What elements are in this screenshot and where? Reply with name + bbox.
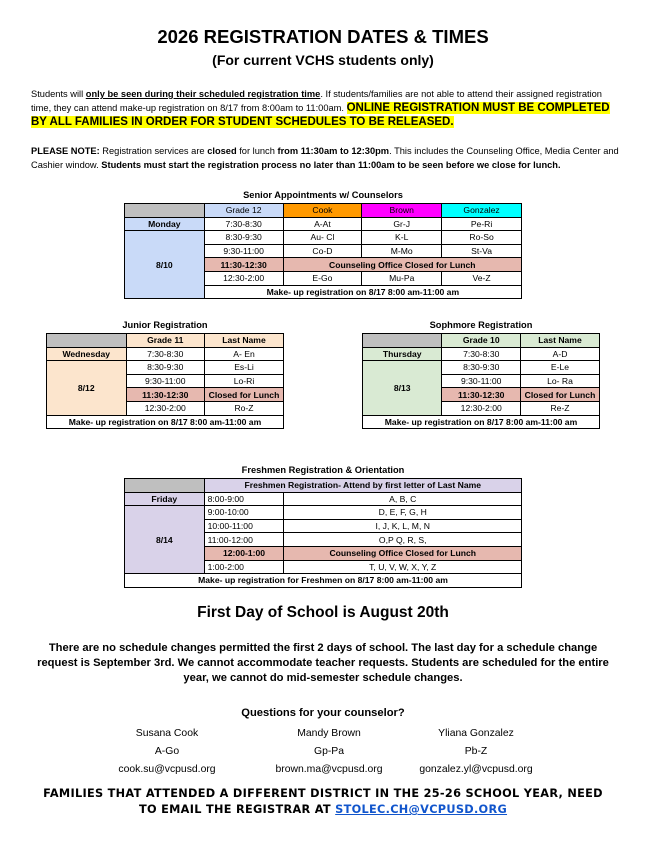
table-cell: A-D [521, 347, 600, 361]
table-cell: A, B, C [284, 492, 522, 506]
freshmen-caption: Freshmen Registration & Orientation [241, 465, 405, 475]
lunch-time-cell: 12:00-1:00 [204, 546, 284, 560]
lunch-closed-cell: Counseling Office Closed for Lunch [284, 546, 522, 560]
table-cell: Gr-J [362, 217, 442, 231]
table-cell: Ve-Z [442, 271, 522, 285]
table-cell: 7:30-8:30 [442, 347, 521, 361]
day-cell: Thursday [363, 347, 442, 361]
table-cell: E-Go [283, 271, 362, 285]
note-text: . This includes the Counseling Office, Media Center and Cashier window. [31, 146, 619, 170]
registrar-email-link[interactable]: STOLEC.CH@VCPUSD.ORG [335, 803, 508, 816]
registrar-notice [20, 786, 626, 818]
table-cell: 12:30-2:00 [442, 401, 521, 415]
lunch-closed-cell: Closed for Lunch [205, 388, 284, 402]
table-cell: Au- Cl [283, 231, 362, 245]
counselor-name: Mandy Brown [297, 728, 361, 739]
column-header: Grade 10 [442, 334, 521, 348]
freshmen-table [124, 478, 522, 588]
senior-table [124, 203, 522, 299]
table-cell: Co-D [283, 244, 362, 258]
counselor-email[interactable]: brown.ma@vcpusd.org [275, 764, 383, 775]
makeup-row: Make- up registration on 8/17 8:00 am-11:00 am [363, 415, 600, 429]
counselor-range: Gp-Pa [313, 746, 345, 757]
column-header-gonzalez: Gonzalez [442, 204, 522, 218]
column-header-brown: Brown [362, 204, 442, 218]
counselor-range: Pb-Z [464, 746, 488, 757]
table-cell: 9:00-10:00 [204, 506, 284, 520]
table-cell: St-Va [442, 244, 522, 258]
date-cell: 8/13 [363, 361, 442, 415]
lunch-closed-cell: Closed for Lunch [521, 388, 600, 402]
table-cell: Lo-Ri [205, 374, 284, 388]
table-cell: Ro-Z [205, 401, 284, 415]
table-cell: M-Mo [362, 244, 442, 258]
note-text: for lunch [236, 146, 278, 156]
first-day-heading: First Day of School is August 20th [197, 604, 449, 621]
intro-text: . If students/families are not able to attend their assigned registration time, they can attend make-up registration on 8/17 from 8:00am to 11:00am. [31, 89, 602, 113]
page-title: 2026 REGISTRATION DATES & TIMES [157, 26, 489, 47]
table-cell: T, U, V, W, X, Y, Z [284, 560, 522, 574]
table-cell: 11:00-12:00 [204, 533, 284, 547]
table-cell: Pe-Ri [442, 217, 522, 231]
table-cell: 8:30-9:30 [126, 361, 205, 375]
date-cell: 8/12 [47, 361, 127, 415]
lunch-time-cell: 11:30-12:30 [442, 388, 521, 402]
registrar-notice-line: FAMILIES THAT ATTENDED A DIFFERENT DISTRICT IN THE 25-26 SCHOOL YEAR, NEED [43, 787, 603, 800]
note-text: Registration services are [99, 146, 208, 156]
questions-heading: Questions for your counselor? [241, 707, 405, 719]
table-cell: Re-Z [521, 401, 600, 415]
sophomore-table [362, 333, 600, 429]
counselor-name: Yliana Gonzalez [438, 728, 514, 739]
table-cell: 1:00-2:00 [204, 560, 284, 574]
lunch-note-paragraph [31, 144, 621, 172]
lunch-closed-cell: Counseling Office Closed for Lunch [283, 258, 521, 272]
registrar-notice-line [20, 802, 626, 818]
table-cell: 8:00-9:00 [204, 492, 284, 506]
note-emphasis: closed [207, 146, 237, 156]
junior-caption: Junior Registration [122, 320, 208, 330]
note-emphasis: from 11:30am to 12:30pm [277, 146, 390, 156]
table-cell: 12:30-2:00 [204, 271, 283, 285]
counselor-range: A-Go [154, 746, 180, 757]
table-cell: 9:30-11:00 [442, 374, 521, 388]
table-corner [47, 334, 127, 348]
makeup-row: Make- up registration for Freshmen on 8/17 8:00 am-11:00 am [125, 574, 522, 588]
table-cell: Mu-Pa [362, 271, 442, 285]
table-cell: Ro-So [442, 231, 522, 245]
makeup-row: Make- up registration on 8/17 8:00 am-11:00 am [47, 415, 284, 429]
day-cell: Monday [125, 217, 205, 231]
table-cell: K-L [362, 231, 442, 245]
intro-text: Students will [31, 89, 86, 99]
table-cell: 7:30-8:30 [204, 217, 283, 231]
table-cell: 12:30-2:00 [126, 401, 205, 415]
table-cell: Es-Li [205, 361, 284, 375]
counselor-email[interactable]: gonzalez.yl@vcpusd.org [419, 764, 533, 775]
intro-emphasis: only be seen during their scheduled registration time [85, 89, 321, 99]
junior-table [46, 333, 284, 429]
table-corner [125, 479, 205, 493]
column-header: Freshmen Registration- Attend by first letter of Last Name [204, 479, 521, 493]
table-cell: E-Le [521, 361, 600, 375]
table-cell: 10:00-11:00 [204, 519, 284, 533]
date-cell: 8/10 [125, 231, 205, 299]
column-header: Last Name [521, 334, 600, 348]
senior-caption: Senior Appointments w/ Counselors [243, 190, 403, 200]
table-cell: D, E, F, G, H [284, 506, 522, 520]
schedule-change-note: There are no schedule changes permitted the first 2 days of school. The last day for a schedule change request is September 3rd. We cannot accommodate teacher requests. Students are scheduled for the entire year, we cannot do mid-semester schedule changes. [37, 642, 609, 684]
registrar-notice-text: TO EMAIL THE REGISTRAR AT [138, 803, 336, 816]
sophomore-caption: Sophmore Registration [429, 320, 533, 330]
table-cell: Lo- Ra [521, 374, 600, 388]
counselor-email[interactable]: cook.su@vcpusd.org [118, 764, 216, 775]
note-label: PLEASE NOTE: [31, 146, 100, 156]
counselor-cook [82, 725, 252, 779]
lunch-time-cell: 11:30-12:30 [126, 388, 205, 402]
table-cell: O,P Q, R, S, [284, 533, 522, 547]
column-header: Last Name [205, 334, 284, 348]
lunch-time-cell: 11:30-12:30 [204, 258, 283, 272]
column-header: Grade 11 [126, 334, 205, 348]
counselor-brown [244, 725, 414, 779]
table-cell: 9:30-11:00 [204, 244, 283, 258]
table-cell: A- En [205, 347, 284, 361]
table-cell: A-At [283, 217, 362, 231]
table-corner [363, 334, 442, 348]
date-cell: 8/14 [125, 506, 205, 574]
counselor-name: Susana Cook [135, 728, 199, 739]
table-cell: I, J, K, L, M, N [284, 519, 522, 533]
column-header-cook: Cook [283, 204, 362, 218]
day-cell: Wednesday [47, 347, 127, 361]
page-subtitle: (For current VCHS students only) [212, 52, 434, 68]
table-cell: 7:30-8:30 [126, 347, 205, 361]
online-registration-highlight: ONLINE REGISTRATION MUST BE COMPLETED BY ALL FAMILIES IN ORDER FOR STUDENT SCHEDULES TO BE RELEASED. [31, 102, 610, 128]
table-cell: 8:30-9:30 [204, 231, 283, 245]
table-cell: 8:30-9:30 [442, 361, 521, 375]
note-emphasis: Students must start the registration process no later than 11:00am to be seen before we close for lunch. [101, 160, 561, 170]
intro-paragraph [31, 87, 621, 129]
column-header: Grade 12 [204, 204, 283, 218]
counselor-gonzalez [391, 725, 561, 779]
day-cell: Friday [125, 492, 205, 506]
table-corner [125, 204, 205, 218]
table-cell: 9:30-11:00 [126, 374, 205, 388]
makeup-row: Make- up registration on 8/17 8:00 am-11:00 am [204, 285, 521, 299]
